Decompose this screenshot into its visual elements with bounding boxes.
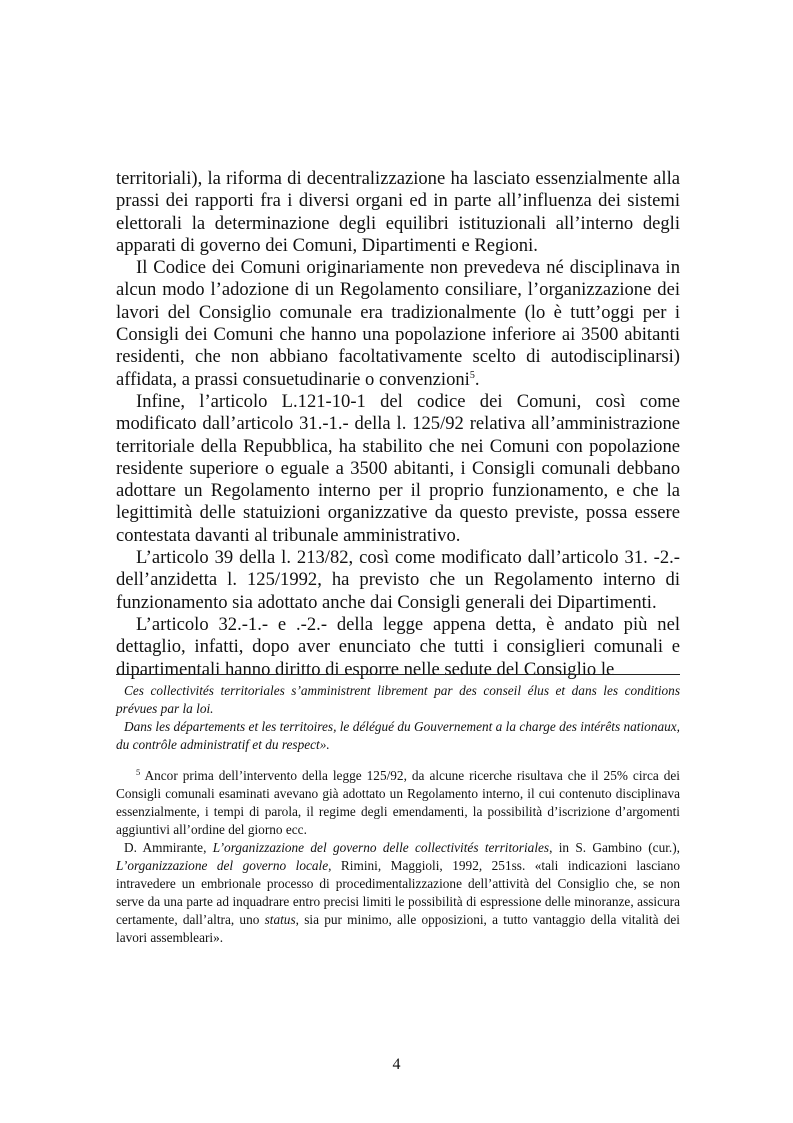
footnote-separator (116, 674, 680, 675)
page-number: 4 (392, 1056, 401, 1073)
paragraph-1: territoriali), la riforma di decentralizzazione ha lasciato essenzialmente alla prassi dei rapporti fra i diversi organi ed in parte all’influenza dei sistemi elettorali la determinazione degli equilibri istituzionali all’interno degli apparati di governo dei Comuni, Dipartimenti e Regioni. (116, 168, 680, 256)
footnote-gap (116, 754, 680, 767)
footnote-ref-5[interactable]: 5 (469, 369, 475, 381)
citation-quote-end: , sia pur minimo, alle opposizioni, a tutto vantaggio della vitalità dei lavori assembleari». (116, 912, 680, 945)
paragraph-3: Infine, l’articolo L.121-10-1 del codice dei Comuni, così come modificato dall’articolo 31.-1.- della l. 125/92 relativa all’amministrazione territoriale della Repubblica, ha stabilito che nei Comuni con popolazione residente superiore o eguale a 3500 abitanti, i Consigli comunali debbano adottare un Regolamento interno per il proprio funzionamento, e che la legittimità delle statuizioni organizzative da questo previste, possa essere contestata davanti al tribunale amministrativo. (116, 390, 680, 546)
paragraph-4: L’articolo 39 della l. 213/82, così come modificato dall’articolo 31. -2.- dell’anzidetta l. 125/1992, ha previsto che un Regolamento interno di funzionamento sia adottato anche dai Consigli generali dei Dipartimenti. (116, 547, 680, 613)
footnote-quote-1: Ces collectivités territoriales s’amministrent librement par des conseil élus et dans les conditions prévues par la loi. (116, 683, 680, 716)
footnote-quote-2: Dans les départements et les territoires, le délégué du Gouvernement a la charge des intérêts nationaux, du contrôle administratif et du respect». (116, 719, 680, 752)
paragraph-2 (116, 257, 680, 391)
footnote-5-continuation (116, 839, 680, 947)
citation-quote: , Rimini, Maggioli, 1992, 251ss. «tali indicazioni lasciano intravedere un embrionale processo di procedimentalizzazione dell’attività del Consiglio che, se non serve da una parte ad inquadrare entro precisi limiti le possibilità di espressione delle minoranze, assicura certamente, dall’altra, uno (116, 858, 680, 927)
citation-title-1: L’organizzazione del governo delle collectivités territoriales (212, 840, 550, 855)
citation-editor: , in S. Gambino (cur.), (549, 840, 680, 855)
paragraph-2-text: Il Codice dei Comuni originariamente non prevedeva né disciplinava in alcun modo l’adozione di un Regolamento consiliare, l’organizzazione dei lavori del Consiglio comunale era tradizionalmente (lo è tutt’oggi per i Consigli dei Comuni che hanno una popolazione inferiore ai 3500 abitanti residenti, che non abbiano facoltativamente scelto di autodisciplinarsi) affidata, a prassi consuetudinarie o convenzioni (116, 257, 680, 390)
footnote-5 (116, 767, 680, 839)
footnote-5-number: 5 (136, 767, 141, 777)
paragraph-5: L’articolo 32.-1.- e .-2.- della legge appena detta, è andato più nel dettaglio, infatti, dopo aver enunciato che tutti i consiglieri comunali e dipartimentali hanno diritto di esporre nelle sedute del Consiglio le (116, 613, 680, 680)
citation-author: D. Ammirante, (124, 840, 213, 855)
paragraph-2-period: . (474, 368, 480, 390)
citation-title-2: L’organizzazione del governo locale (116, 858, 329, 873)
footnotes (116, 682, 680, 947)
footnote-5-text: Ancor prima dell’intervento della legge 125/92, da alcune ricerche risultava che il 25% circa dei Consigli comunali esaminati avevano già adottato un Regolamento interno, il cui contenuto disciplinava essenzialmente, i tempi di parola, il regime degli emendamenti, la possibilità d’iscrizione d’argomenti aggiuntivi all’ordine del giorno ecc. (116, 768, 680, 837)
citation-status: status (264, 912, 296, 927)
body-text (116, 168, 680, 681)
